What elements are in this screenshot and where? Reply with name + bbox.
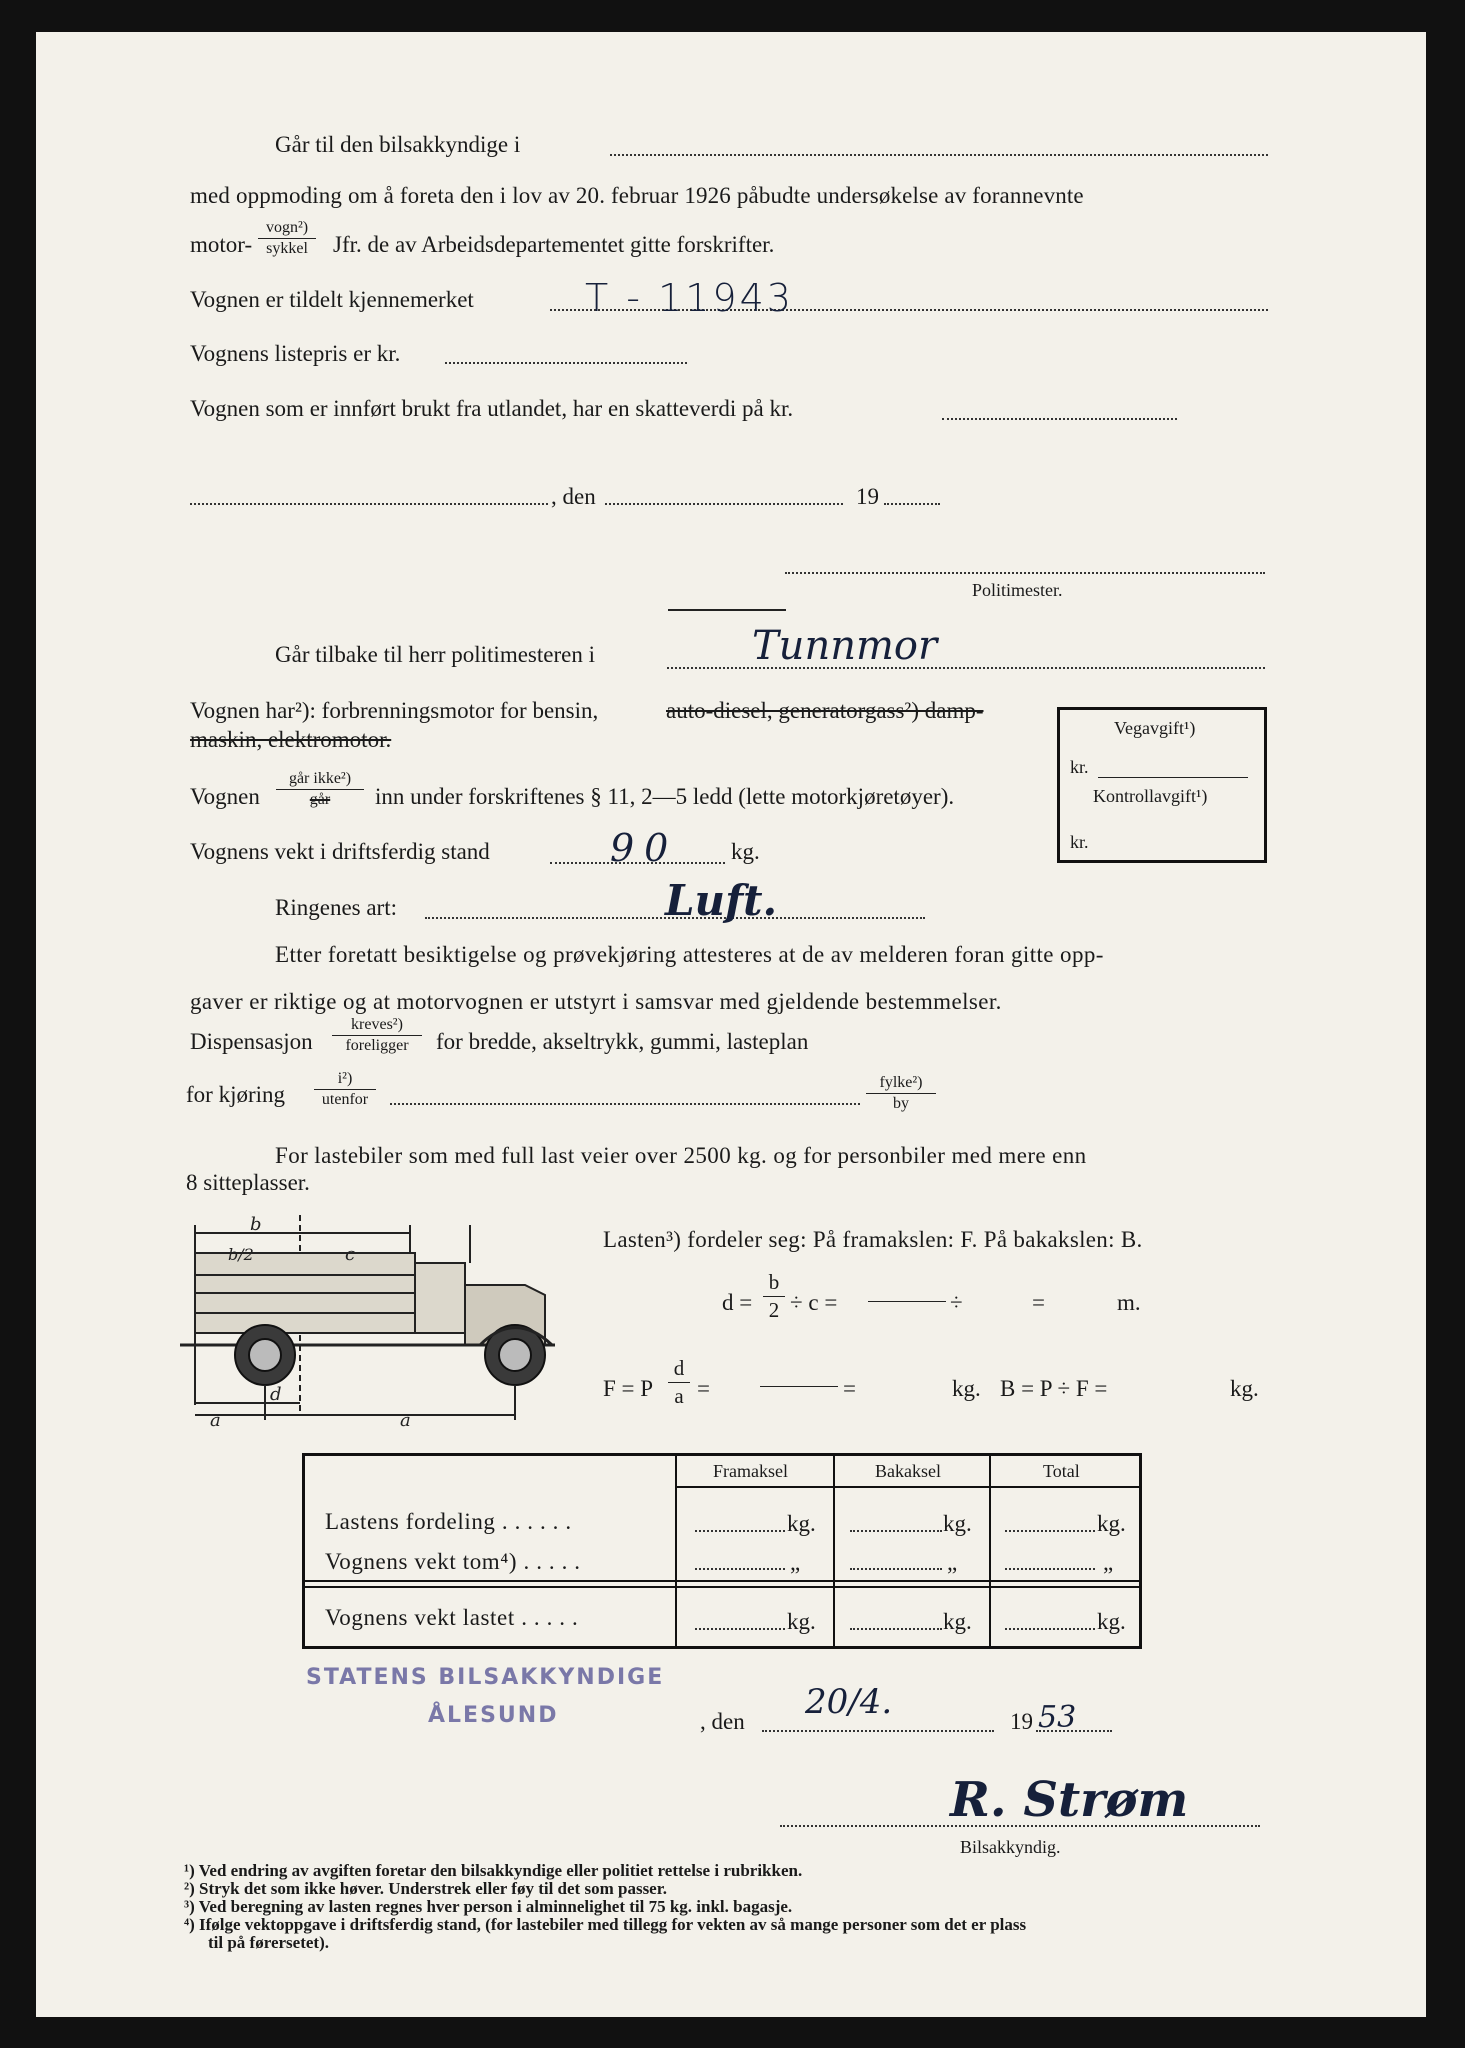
- rules-text: inn under forskriftenes § 11, 2—5 ledd (lette motorkjøretøyer).: [375, 784, 955, 809]
- engine-label: Vognen har²): forbrenningsmotor for bensin,: [190, 698, 599, 723]
- inspector-signature: R. Strøm: [950, 1772, 1189, 1828]
- trucks-text-1: For lastebiler som med full last veier over 2500 kg. og for personbiler med mere enn: [275, 1143, 1087, 1168]
- driving-field[interactable]: [390, 1103, 860, 1105]
- load-rear-unit: kg.: [943, 1511, 972, 1536]
- empty-rear-ditto: „: [947, 1550, 958, 1575]
- registration-value: T - 11943: [585, 276, 794, 320]
- police-den-label: , den: [551, 484, 596, 509]
- row-label-loaded: Vognens vekt lastet . . . . .: [325, 1605, 579, 1630]
- empty-front-ditto: „: [790, 1550, 801, 1575]
- rules-fraction: [276, 770, 364, 809]
- label-b: b: [250, 1215, 262, 1235]
- f-fraction: [668, 1356, 690, 1409]
- table-row-rule-1: [305, 1580, 1139, 1582]
- rear-wheel-hub: [249, 1339, 281, 1371]
- tyres-label: Ringenes art:: [275, 895, 397, 920]
- goes-to-field[interactable]: [610, 154, 1268, 156]
- f-frac-top: d: [668, 1356, 690, 1383]
- police-place-field[interactable]: [190, 503, 548, 505]
- label-d: d: [270, 1384, 282, 1405]
- engine-struck-options-2: maskin, elektromotor.: [190, 727, 392, 752]
- empty-total-field[interactable]: [1005, 1568, 1095, 1570]
- motor-frac-bottom: sykkel: [266, 240, 308, 257]
- label-a: a: [210, 1410, 221, 1430]
- engine-struck-options-1: auto-diesel, generatorgass²) damp-: [666, 698, 984, 723]
- b-unit: kg.: [1230, 1376, 1259, 1401]
- header-total: Total: [1043, 1461, 1080, 1481]
- inspector-title: Bilsakkyndig.: [960, 1837, 1061, 1857]
- loaded-front-unit: kg.: [787, 1609, 816, 1634]
- dispensation-label: Dispensasjon: [190, 1029, 313, 1054]
- front-wheel-hub: [499, 1339, 531, 1371]
- weight-value: 90: [610, 826, 679, 870]
- d-unit: m.: [1117, 1290, 1141, 1315]
- weight-unit: kg.: [731, 839, 760, 864]
- row-label-load: Lastens fordeling . . . . . .: [325, 1509, 572, 1534]
- d-minus: ÷: [950, 1290, 963, 1315]
- official-stamp-line2: ÅLESUND: [428, 1703, 559, 1728]
- tyres-value: Luft.: [665, 876, 778, 925]
- footnote-1: ¹) Ved endring av avgiften foretar den bilsakkyndige eller politiet rettelse i rubrikken.: [184, 1861, 803, 1880]
- region-fraction: [866, 1074, 936, 1113]
- table-header-rule: [675, 1486, 1139, 1488]
- f-frac-bottom: a: [674, 1384, 684, 1408]
- vegavgift-label: Vegavgift¹): [1114, 718, 1196, 738]
- f-equals-2: =: [843, 1376, 856, 1401]
- d-formula-rest: ÷ c =: [790, 1290, 838, 1315]
- load-front-unit: kg.: [787, 1511, 816, 1536]
- police-date-field[interactable]: [605, 503, 843, 505]
- request-text: med oppmoding om å foreta den i lov av 20. februar 1926 påbudte undersøkelse av forannevnte: [190, 183, 1084, 208]
- motor-frac-top: vogn²): [258, 219, 316, 239]
- table-divider-1: [675, 1456, 677, 1646]
- loaded-front-field[interactable]: [695, 1628, 785, 1630]
- dispensation-frac-bottom: foreligger: [345, 1037, 409, 1054]
- table-row-rule-2: [305, 1586, 1139, 1588]
- police-title: Politimester.: [972, 580, 1063, 600]
- b-formula: B = P ÷ F =: [1000, 1376, 1108, 1401]
- driving-frac-bottom: utenfor: [321, 1091, 369, 1108]
- d-equals: =: [1032, 1290, 1045, 1315]
- rules-prefix: Vognen: [190, 784, 260, 809]
- official-stamp-line1: STATENS BILSAKKYNDIGE: [306, 1665, 665, 1690]
- section-divider: [668, 609, 786, 611]
- weight-table: [302, 1453, 1142, 1649]
- load-total-unit: kg.: [1097, 1511, 1126, 1536]
- cab: [415, 1263, 465, 1333]
- d-b2-field[interactable]: [868, 1301, 946, 1302]
- driving-fraction: [314, 1070, 376, 1109]
- inspection-text-1: Etter foretatt besiktigelse og prøvekjøring attesteres at de av melderen foran gitte opp-: [275, 942, 1104, 967]
- motor-prefix: motor-: [190, 232, 253, 257]
- footnote-2: ²) Stryk det som ikke høver. Understrek eller føy til det som passer.: [184, 1879, 667, 1898]
- kontrollavgift-label: Kontrollavgift¹): [1093, 786, 1208, 806]
- loaded-total-unit: kg.: [1097, 1609, 1126, 1634]
- inspector-date-field[interactable]: [762, 1730, 994, 1732]
- inspector-year-suffix: 53: [1038, 1700, 1077, 1735]
- list-price-field[interactable]: [445, 362, 687, 364]
- truck-diagram: [180, 1215, 580, 1430]
- dispensation-text: for bredde, akseltrykk, gummi, lasteplan: [436, 1029, 809, 1054]
- motor-fraction: [258, 219, 316, 258]
- inspector-date: 20/4.: [805, 1682, 893, 1722]
- empty-front-field[interactable]: [695, 1568, 785, 1570]
- footnote-4-cont: til på førersetet).: [208, 1933, 329, 1952]
- f-unit: kg.: [952, 1376, 981, 1401]
- loaded-total-field[interactable]: [1005, 1628, 1095, 1630]
- empty-rear-field[interactable]: [850, 1568, 942, 1570]
- weight-label: Vognens vekt i driftsferdig stand: [190, 839, 490, 864]
- f-equals-1: =: [697, 1376, 710, 1401]
- header-framaksel: Framaksel: [713, 1461, 788, 1481]
- footnote-4: ⁴) Ifølge vektoppgave i driftsferdig stand, (for lastebiler med tillegg for vekten av så mange personer som det er plass: [184, 1915, 1027, 1934]
- rules-frac-bottom: går: [309, 791, 331, 808]
- police-year-field[interactable]: [884, 503, 940, 505]
- label-b2: b/2: [228, 1245, 254, 1264]
- row-label-empty: Vognens vekt tom⁴) . . . . .: [325, 1549, 581, 1574]
- load-total-field[interactable]: [1005, 1530, 1095, 1532]
- empty-total-ditto: „: [1103, 1550, 1114, 1575]
- d-formula-lhs: d =: [722, 1290, 753, 1315]
- d-fraction: [763, 1270, 785, 1323]
- label-a-2: a: [400, 1410, 411, 1430]
- region-frac-top: fylke²): [866, 1074, 936, 1094]
- inspector-den-label: , den: [700, 1709, 745, 1734]
- imported-label: Vognen som er innført brukt fra utlandet, har en skatteverdi på kr.: [190, 396, 794, 421]
- f-formula-lhs: F = P: [603, 1376, 654, 1401]
- list-price-label: Vognens listepris er kr.: [190, 341, 401, 366]
- label-c: c: [345, 1244, 356, 1265]
- dispensation-frac-top: kreves²): [332, 1016, 422, 1036]
- dispensation-fraction: [332, 1016, 422, 1055]
- d-frac-bottom: 2: [768, 1298, 780, 1322]
- f-ratio-field[interactable]: [760, 1386, 838, 1387]
- loaded-rear-field[interactable]: [850, 1628, 942, 1630]
- vegavgift-field[interactable]: [1098, 777, 1248, 778]
- goes-to-label: Går til den bilsakkyndige i: [275, 132, 521, 157]
- police-signature-field[interactable]: [785, 572, 1265, 574]
- loaded-rear-unit: kg.: [943, 1609, 972, 1634]
- trucks-text-2: 8 sitteplasser.: [186, 1170, 310, 1195]
- driving-frac-top: i²): [314, 1070, 376, 1090]
- table-divider-3: [989, 1456, 991, 1646]
- rules-frac-top: går ikke²): [276, 770, 364, 790]
- inspector-year-prefix: 19: [1010, 1709, 1033, 1734]
- vegavgift-kr: kr.: [1070, 757, 1089, 777]
- imported-value-field[interactable]: [942, 418, 1177, 420]
- region-frac-bottom: by: [893, 1095, 909, 1112]
- load-distribution-text: Lasten³) fordeler seg: På framakslen: F. På bakakslen: B.: [603, 1227, 1143, 1252]
- table-divider-2: [833, 1456, 835, 1646]
- request-text-2: Jfr. de av Arbeidsdepartementet gitte forskrifter.: [333, 232, 775, 257]
- footnote-3: ³) Ved beregning av lasten regnes hver person i alminnelighet til 75 kg. inkl. bagasje.: [184, 1897, 793, 1916]
- d-frac-top: b: [763, 1270, 785, 1297]
- inspection-text-2: gaver er riktige og at motorvognen er utstyrt i samsvar med gjeldende bestemmelser.: [190, 989, 1002, 1014]
- return-place: Tunnmor: [752, 623, 938, 669]
- kontrollavgift-kr: kr.: [1070, 832, 1089, 852]
- load-front-field[interactable]: [695, 1530, 785, 1532]
- header-bakaksel: Bakaksel: [875, 1461, 941, 1481]
- return-label: Går tilbake til herr politimesteren i: [275, 642, 595, 667]
- police-year-prefix: 19: [856, 484, 879, 509]
- load-rear-field[interactable]: [850, 1530, 942, 1532]
- driving-label: for kjøring: [186, 1082, 286, 1107]
- registration-label: Vognen er tildelt kjennemerket: [190, 287, 474, 312]
